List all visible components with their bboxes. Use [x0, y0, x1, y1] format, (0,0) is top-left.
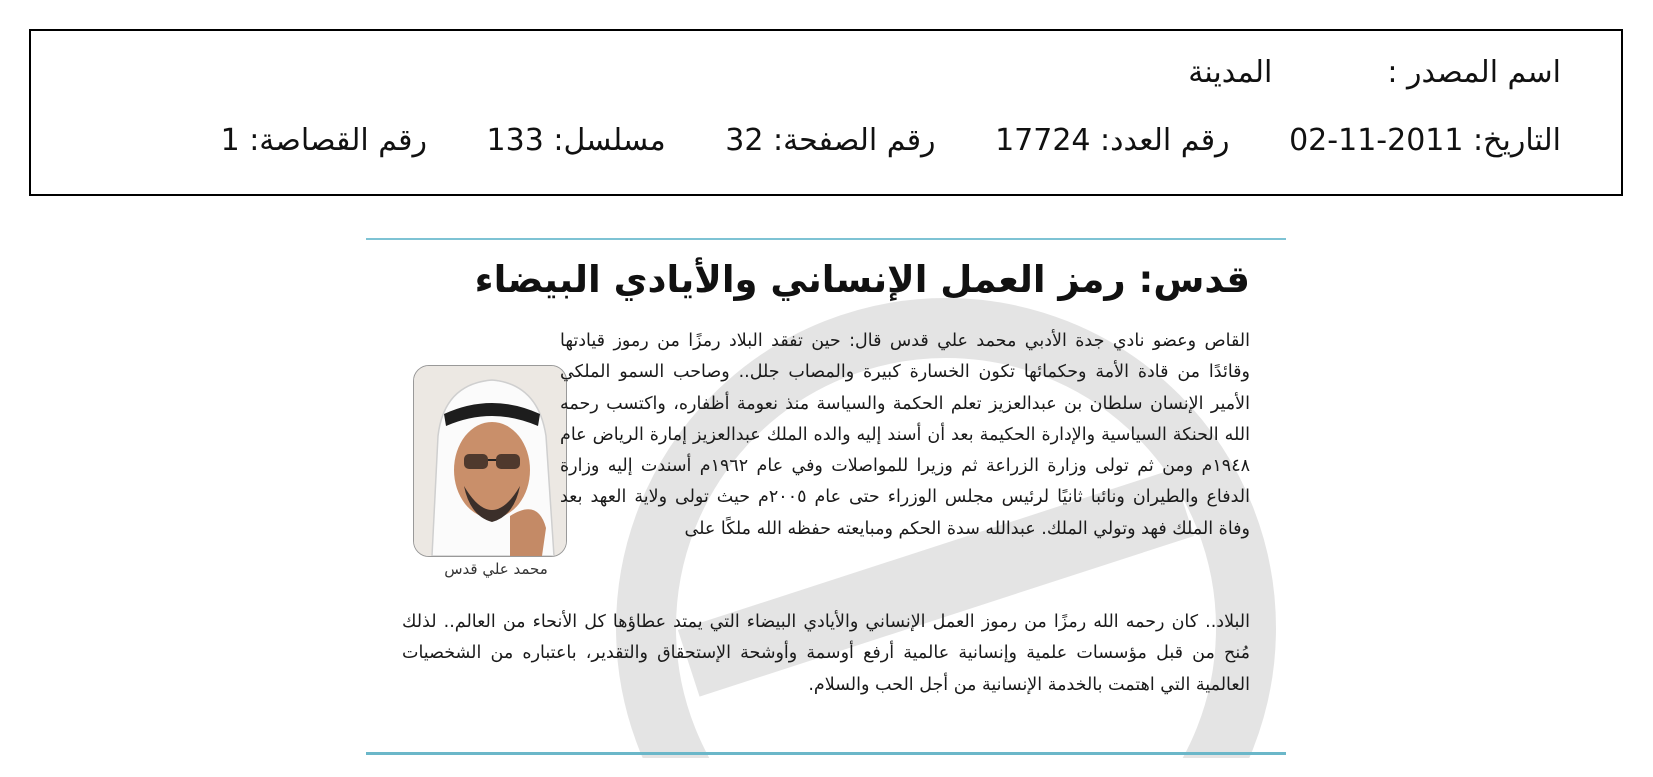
- top-rule: [366, 238, 1286, 240]
- source-value: المدينة: [1188, 55, 1273, 90]
- page-label: رقم الصفحة: 32: [725, 123, 936, 158]
- issue-label: رقم العدد: 17724: [995, 123, 1230, 158]
- body-paragraph: القاص وعضو نادي جدة الأدبي محمد علي قدس قال: حين تفقد البلاد رمزًا من رموز قيادتها وقائدًا من قادة الأمة وحكمائها تكون الخسارة كبيرة والمصاب جلل.. وصاحب السمو الملكي الأمير الإنسان سلطان بن عبدالعزيز تعلم الحكمة والسياسة منذ نعومة أظفاره، واكتسب رحمه الله الحنكة السياسية والإدارة الحكيمة بعد أن أسند إليه والده الملك عبدالعزيز إمارة الرياض عام ١٩٤٨م ومن ثم تولى وزارة الزراعة ثم وزيرا للمواصلات وفي عام ١٩٦٢م أسندت إليه وزارة الدفاع والطيران ونائبا ثانيًا لرئيس مجلس الوزراء حتى عام ٢٠٠٥م حيث تولى ولاية العهد بعد وفاة الملك فهد وتولي الملك. عبدالله سدة الحكم ومبايعته حفظه الله ملكًا على: [560, 331, 1250, 539]
- date-label: التاريخ: 2011-11-02: [1289, 123, 1561, 158]
- serial-label: مسلسل: 133: [486, 123, 666, 158]
- article-body-narrow: [560, 326, 1250, 545]
- article-body-wide: [402, 607, 1250, 701]
- clip-label: رقم القصاصة: 1: [220, 123, 427, 158]
- article-headline: قدس: رمز العمل الإنساني والأيادي البيضاء: [474, 258, 1250, 301]
- source-line: [1188, 55, 1561, 90]
- body-paragraph-continued: البلاد.. كان رحمه الله رمزًا من رموز العمل الإنساني والأيادي البيضاء التي يمتد عطاؤها كل الأنحاء من العالم.. لذلك مُنح من قبل مؤسسات علمية وإنسانية عالمية أرفع أوسمة وأوشحة الإستحقاق والتقدير، باعتباره من الشخصيات العالمية التي اهتمت بالخدمة الإنسانية من أجل الحب والسلام.: [402, 612, 1250, 695]
- metadata-box: [29, 29, 1623, 196]
- author-photo: [413, 365, 567, 557]
- article-clipping: [366, 238, 1286, 754]
- details-line: [221, 123, 1561, 158]
- bottom-rule: [366, 752, 1286, 755]
- source-label: اسم المصدر :: [1387, 55, 1561, 90]
- photo-caption: محمد علي قدس: [444, 560, 548, 578]
- author-portrait-icon: [414, 366, 566, 556]
